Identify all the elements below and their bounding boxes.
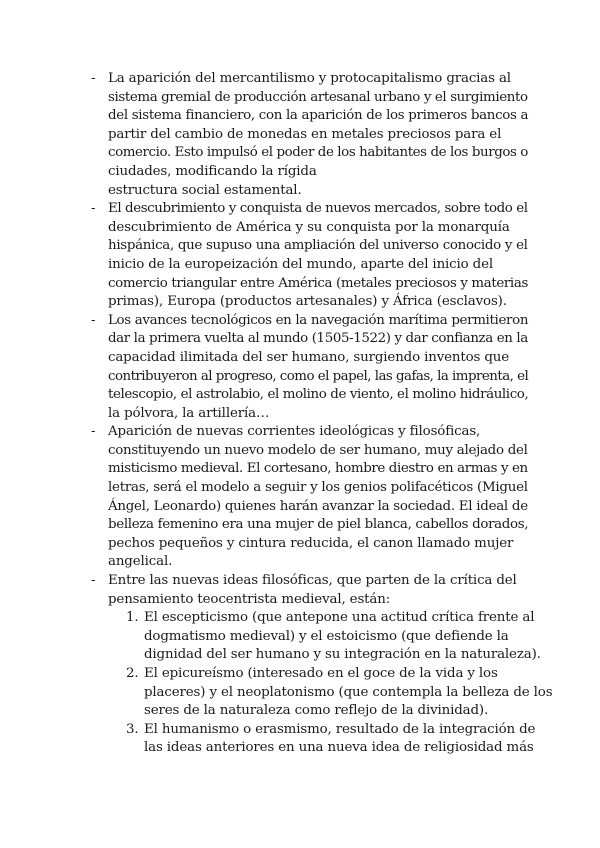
- paragraph-line: La aparición del mercantilismo y protocapitalismo gracias al: [108, 71, 511, 86]
- list-item: [0, 572, 553, 758]
- paragraph-line: dogmatismo medieval) y el estoicismo (que defiende la: [144, 628, 509, 644]
- paragraph-line: capacidad ilimitada del ser humano, surgiendo inventos que: [108, 349, 510, 365]
- numbered-list-item: [108, 721, 536, 758]
- paragraph-line: ciudades, modificando la rígida: [108, 163, 317, 179]
- paragraph-line: Entre las nuevas ideas filosóficas, que parten de la crítica del: [108, 573, 517, 589]
- paragraph-line: misticismo medieval. El cortesano, hombre diestro en armas y en: [108, 461, 528, 477]
- list-number: 2.: [126, 666, 139, 681]
- list-item: [0, 200, 528, 312]
- numbered-list: [108, 609, 553, 758]
- paragraph-line: placeres) y el neoplatonismo (que contempla la belleza de los: [144, 684, 553, 700]
- bullet-list: [0, 70, 553, 758]
- paragraph-line: inicio de la europeización del mundo, aparte del inicio del: [108, 256, 494, 272]
- paragraph-line: las ideas anteriores en una nueva idea de religiosidad más: [144, 740, 534, 756]
- paragraph-line: El epicureísmo (interesado en el goce de la vida y los: [144, 666, 498, 681]
- paragraph-line: letras, será el modelo a seguir y los genios polifacéticos (Miguel: [108, 480, 528, 496]
- bullet-dash: -: [91, 312, 96, 328]
- paragraph-line: seres de la naturaleza como reflejo de la divinidad).: [144, 703, 489, 719]
- paragraph-line: sistema gremial de producción artesanal urbano y el surgimiento: [108, 89, 528, 105]
- paragraph-line: constituyendo un nuevo modelo de ser humano, muy alejado del: [108, 442, 528, 458]
- bullet-dash: -: [91, 424, 96, 440]
- paragraph-line: partir del cambio de monedas en metales preciosos para el: [108, 126, 502, 142]
- list-item: [0, 70, 529, 200]
- paragraph-line: estructura social estamental.: [108, 182, 302, 198]
- paragraph-line: belleza femenino era una mujer de piel blanca, cabellos dorados,: [108, 517, 529, 533]
- paragraph-line: comercio triangular entre América (metales preciosos y materias: [108, 275, 528, 291]
- paragraph-line: Ángel, Leonardo) quienes harán avanzar la sociedad. El ideal de: [108, 498, 528, 514]
- bullet-dash: -: [91, 71, 96, 86]
- paragraph-line: Los avances tecnológicos en la navegación marítima permitieron: [108, 312, 529, 328]
- paragraph-line: primas), Europa (productos artesanales) y África (esclavos).: [108, 294, 507, 310]
- paragraph-line: dignidad del ser humano y su integración en la naturaleza).: [144, 647, 541, 663]
- paragraph-line: dar la primera vuelta al mundo (1505-1522) y dar confianza en la: [108, 331, 528, 347]
- paragraph-line: pensamiento teocentrista medieval, están:: [108, 591, 391, 607]
- bullet-dash: -: [91, 573, 96, 589]
- paragraph-line: del sistema financiero, con la aparición de los primeros bancos a: [108, 108, 529, 124]
- paragraph-line: hispánica, que supuso una ampliación del universo conocido y el: [108, 238, 528, 254]
- paragraph-line: angelical.: [108, 554, 173, 570]
- paragraph-line: El escepticismo (que antepone una actitud crítica frente al: [144, 610, 535, 626]
- paragraph-line: comercio. Esto impulsó el poder de los habitantes de los burgos o: [108, 145, 528, 161]
- list-item: [0, 423, 529, 572]
- list-number: 3.: [126, 721, 139, 737]
- paragraph-line: Aparición de nuevas corrientes ideológicas y filosóficas,: [108, 424, 481, 440]
- bullet-dash: -: [91, 201, 96, 217]
- paragraph-line: El descubrimiento y conquista de nuevos mercados, sobre todo el: [108, 201, 528, 217]
- paragraph-line: descubrimiento de América y su conquista por la monarquía: [108, 219, 510, 235]
- list-number: 1.: [126, 610, 139, 626]
- paragraph-line: la pólvora, la artillería…: [108, 405, 270, 421]
- list-item: [0, 312, 529, 424]
- paragraph-line: El humanismo o erasmismo, resultado de la integración de: [144, 721, 536, 737]
- numbered-list-item: [108, 609, 541, 665]
- paragraph-line: telescopio, el astrolabio, el molino de viento, el molino hidráulico,: [108, 387, 529, 403]
- paragraph-line: pechos pequeños y cintura reducida, el canon llamado mujer: [108, 535, 514, 551]
- numbered-list-item: [108, 665, 553, 721]
- paragraph-line: contribuyeron al progreso, como el papel, las gafas, la imprenta, el: [108, 368, 529, 384]
